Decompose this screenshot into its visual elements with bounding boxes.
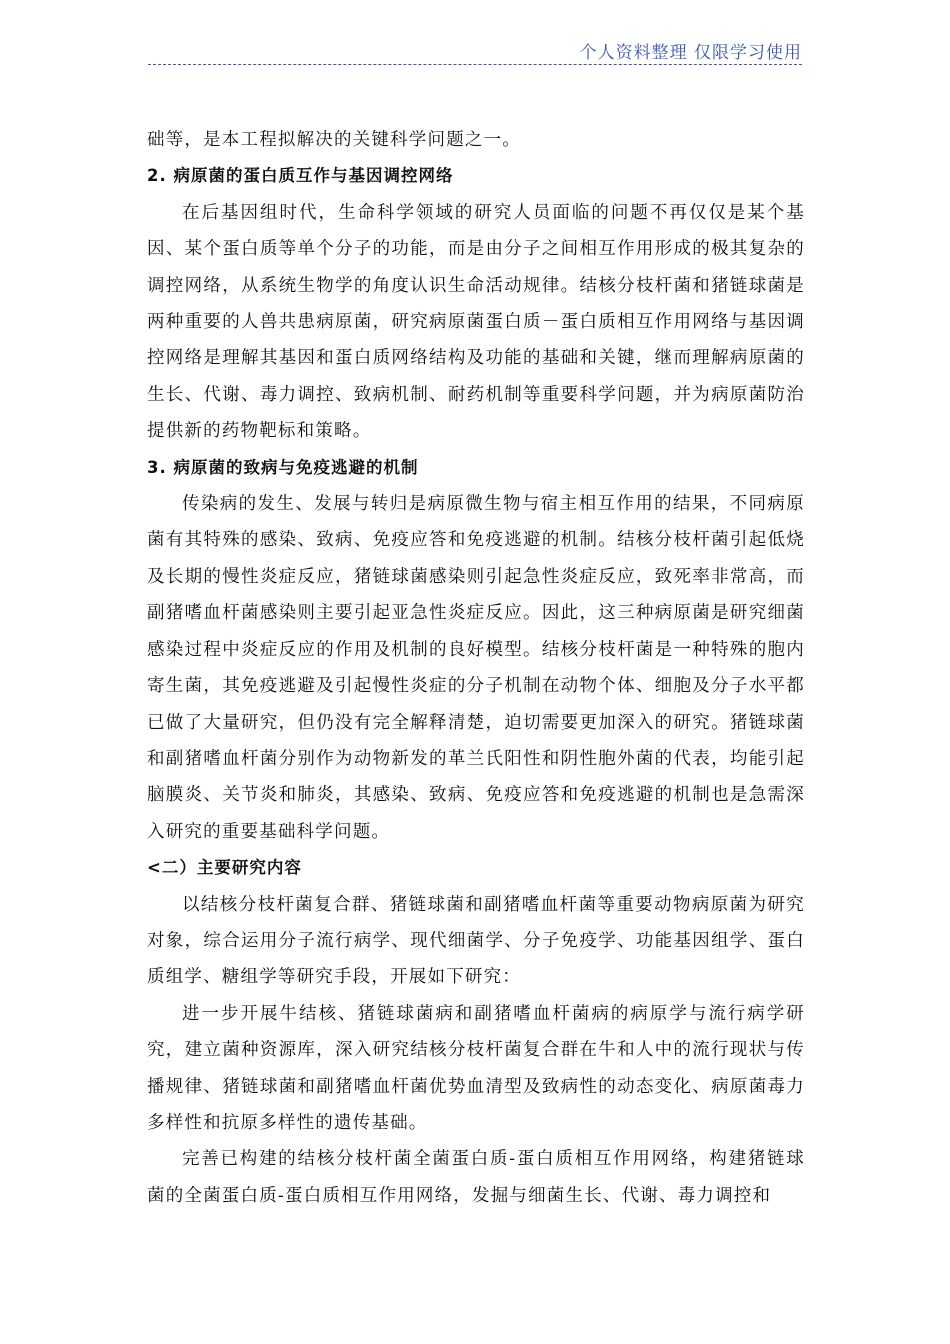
section-heading-3: 3. 病原菌的致病与免疫逃避的机制 [147,457,419,477]
header-text: 个人资料整理 仅限学习使用 [579,43,802,63]
section-heading-main-content: <二）主要研究内容 [147,858,302,878]
page-header [148,34,802,65]
paragraph-protein-network: 在后基因组时代，生命科学领域的研究人员面临的问题不再仅仅是某个基因、某个蛋白质等单个分子的功能，而是由分子之间相互作用形成的极其复杂的调控网络，从系统生物学的角度认识生命活动规律。结核分枝杆菌和猪链球菌是两种重要的人兽共患病原菌，研究病原菌蛋白质－蛋白质相互作用网络与基因调控网络是理解其基因和蛋白质网络结构及功能的基础和关键，继而理解病原菌的生长、代谢、毒力调控、致病机制、耐药机制等重要科学问题，并为病原菌防治提供新的药物靶标和策略。 [147,202,805,442]
paragraph-pathogenesis: 传染病的发生、发展与转归是病原微生物与宿主相互作用的结果，不同病原菌有其特殊的感染、致病、免疫应答和免疫逃避的机制。结核分枝杆菌引起低烧及长期的慢性炎症反应，猪链球菌感染则引起急性炎症反应，致死率非常高，而副猪嗜血杆菌感染则主要引起亚急性炎症反应。因此，这三种病原菌是研究细菌感染过程中炎症反应的作用及机制的良好模型。结核分枝杆菌是一种特殊的胞内寄生菌，其免疫逃避及引起慢性炎症的分子机制在动物个体、细胞及分子水平都已做了大量研究，但仍没有完全解释清楚，迫切需要更加深入的研究。猪链球菌和副猪嗜血杆菌分别作为动物新发的革兰氏阳性和阴性胞外菌的代表，均能引起脑膜炎、关节炎和肺炎，其感染、致病、免疫应答和免疫逃避的机制也是急需深入研究的重要基础科学问题。 [147,494,805,842]
section-heading-2: 2. 病原菌的蛋白质互作与基因调控网络 [147,166,454,186]
paragraph-epidemiology: 进一步开展牛结核、猪链球菌病和副猪嗜血杆菌病的病原学与流行病学研究，建立菌种资源库，深入研究结核分枝杆菌复合群在牛和人中的流行现状与传播规律、猪链球菌和副猪嗜血杆菌优势血清型及致病性的动态变化、病原菌毒力多样性和抗原多样性的遗传基础。 [147,1003,805,1133]
paragraph-research-objects: 以结核分枝杆菌复合群、猪链球菌和副猪嗜血杆菌等重要动物病原菌为研究对象，综合运用分子流行病学、现代细菌学、分子免疫学、功能基因组学、蛋白质组学、糖组学等研究手段，开展如下研究： [147,894,805,988]
document-body [147,122,805,1214]
paragraph-continuation: 础等，是本工程拟解决的关键科学问题之一。 [147,130,521,150]
paragraph-interaction-network: 完善已构建的结核分枝杆菌全菌蛋白质-蛋白质相互作用网络，构建猪链球菌的全菌蛋白质-蛋白质相互作用网络，发掘与细菌生长、代谢、毒力调控和 [147,1149,805,1206]
